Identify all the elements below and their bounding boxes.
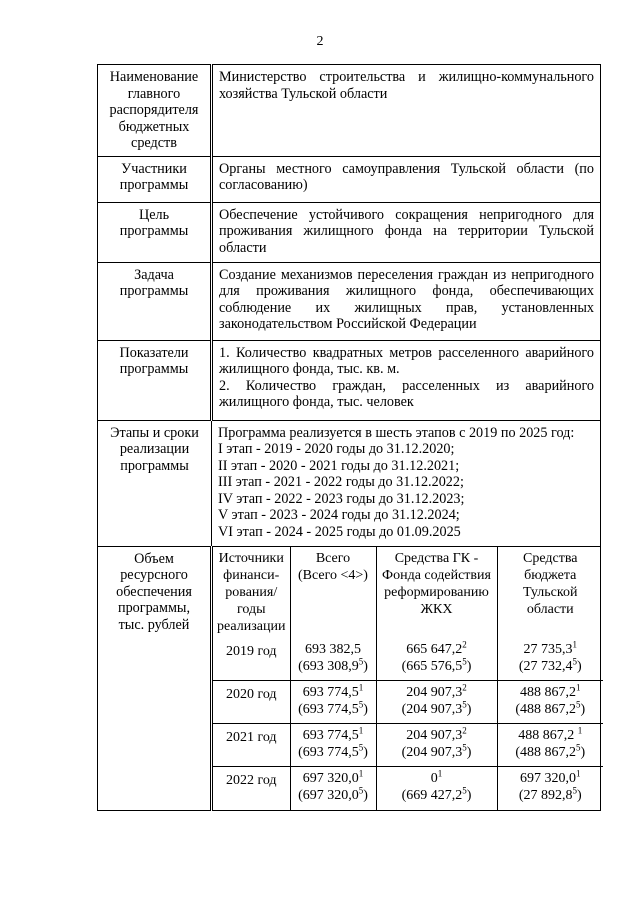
page-number: 2 [316,34,324,49]
label-line: Наименование [109,69,199,85]
row-budget-administrator [98,65,601,157]
header-line: Тульской [523,584,578,600]
funding-value-alt-text: (669 427,2 [401,788,463,803]
header-line: рования/ [225,584,278,600]
stage-line: IV этап - 2022 - 2023 годы до 31.12.2023; [218,490,465,507]
label-line: тыс. рублей [118,616,190,633]
funding-value-text: 697 320,0 [302,771,359,786]
value-indicators [212,340,601,420]
header-line: Фонда содействия [382,567,491,583]
footnote-mark: 5 [462,742,467,753]
funding-value [500,770,602,787]
funding-value-text: 693 774,5 [302,685,359,700]
funding-year: 2020 год [213,681,290,724]
header-region-budget [497,547,603,638]
funding-value-alt-text: (693 308,9 [298,658,359,674]
funding-fund-cell [376,724,497,767]
footnote-mark: 1 [576,682,581,693]
funding-value-text: 693 382,5 [305,641,361,657]
indicator-item: 2. Количество граждан, расселенных из аварийного жилищного фонда, тыс. человек [219,377,594,410]
funding-fund-cell [376,681,497,724]
footnote-mark: 5 [358,742,364,753]
stage-line: VI этап - 2024 - 2025 годы до 01.09.2025 [218,523,461,540]
funding-value-text: 697 320,0 [520,771,576,786]
funding-value-alt-text: (697 320,0 [298,788,359,803]
footnote-mark: 5 [572,785,577,796]
footnote-mark: 1 [576,768,581,779]
funding-value-text: 204 907,3 [406,685,463,700]
value-goal: Обеспечение устойчивого сокращения непригодного для проживания жилищного фонда на территории Тульской области [212,202,601,262]
stage-line: Программа реализуется в шесть этапов с 2019 по 2025 год: [218,424,575,441]
closing-paren: ) [466,788,472,803]
funding-value-alt-text: (27 732,4 [518,658,573,674]
footnote-mark: 5 [576,699,581,710]
funding-value-alt [379,655,495,675]
funding-value-alt [379,701,495,718]
header-line: Средства [523,550,578,566]
funding-value [500,727,602,744]
funding-fund-cell [376,767,497,810]
row-funding [98,546,601,810]
footnote-mark: 2 [462,725,467,736]
funding-table [213,547,603,810]
funding-value [379,638,495,658]
funding-value-text: 488 867,2 [518,728,578,743]
funding-value-text: 488 867,2 [520,685,576,700]
footnote-mark: 1 [358,682,364,693]
footnote-mark: 1 [358,725,364,736]
funding-value-alt [293,787,374,804]
label-line: ресурсного [120,567,188,583]
footnote-mark: 5 [572,655,577,666]
header-line: ЖКХ [420,601,453,617]
funding-value-alt [500,787,602,804]
label-line: Задача [134,266,174,283]
closing-paren: ) [363,702,368,717]
funding-total-cell [290,681,376,724]
label-line: реализации [119,441,190,457]
closing-paren: ) [466,745,472,760]
funding-value-alt [293,655,374,675]
funding-value-alt [500,744,602,761]
value-participants: Органы местного самоуправления Тульской области (по согласованию) [212,156,601,202]
funding-value-alt [293,701,374,718]
funding-value-alt [379,787,495,804]
footnote-mark: 1 [577,725,583,736]
funding-value-alt-text: (204 907,3 [401,702,463,717]
label-line: бюджетных [118,118,190,135]
footnote-mark: 5 [462,655,467,666]
funding-total-cell [290,767,376,810]
label-line: Показатели [119,344,189,361]
header-line: области [526,601,574,617]
header-line: финанси- [223,567,280,583]
row-stages [98,420,601,546]
funding-region-cell [497,767,603,810]
funding-value [379,684,495,701]
funding-value [379,770,495,787]
funding-value-alt-text: (693 774,5 [298,702,359,717]
stage-line: II этап - 2020 - 2021 годы до 31.12.2021; [218,457,460,474]
header-line: Средства ГК - [394,550,479,566]
footnote-mark: 5 [358,785,364,796]
row-participants [98,156,601,202]
footnote-mark: 1 [358,768,364,779]
funding-value-text: 204 907,3 [406,728,463,743]
label-line: распорядителя [109,102,199,118]
funding-value [500,638,602,658]
closing-paren: ) [580,702,586,717]
funding-value [379,727,495,744]
stage-line: V этап - 2023 - 2024 годы до 31.12.2024; [218,507,460,523]
funding-table-cell [212,546,601,810]
label-line: обеспечения [116,583,192,600]
closing-paren: ) [363,788,368,803]
label-indicators [98,340,212,420]
closing-paren: ) [466,702,472,717]
header-line: годы [236,601,266,617]
footnote-mark: 2 [462,682,467,693]
funding-region-cell [497,638,603,681]
row-task [98,262,601,340]
header-line: реализации [217,618,286,634]
value-stages [212,420,601,546]
funding-value-alt [500,655,602,675]
funding-year-row [213,724,603,767]
footnote-mark: 2 [462,638,467,649]
funding-value-alt-text: (488 867,2 [515,745,576,760]
funding-value-alt-text: (204 907,3 [401,745,463,760]
header-sources [213,547,290,638]
funding-value-alt-text: (665 576,5 [401,658,463,674]
label-line: программы [119,361,189,377]
label-budget-administrator [98,65,212,157]
funding-year-row [213,638,603,681]
funding-year: 2022 год [213,767,290,810]
stage-line: I этап - 2019 - 2020 годы до 31.12.2020; [218,441,455,457]
funding-value [500,684,602,701]
funding-value-alt-text: (27 892,8 [518,788,573,803]
label-line: главного [127,85,181,102]
funding-value-text: 665 647,2 [406,641,463,657]
funding-total-cell [290,638,376,681]
header-line: (Всего <4>) [298,567,368,583]
label-line: Цель [138,206,170,223]
header-total [290,547,376,638]
header-line: реформированию [384,584,489,600]
footnote-mark: 5 [462,699,467,710]
label-goal [98,202,212,262]
label-stages [98,420,212,546]
header-fund [376,547,497,638]
funding-total-cell [290,724,376,767]
funding-value-text: 0 [430,771,438,786]
funding-fund-cell [376,638,497,681]
label-line: средств [131,135,177,151]
footnote-mark: 5 [358,655,364,666]
footnote-mark: 1 [572,638,577,649]
funding-region-cell [497,724,603,767]
funding-year: 2021 год [213,724,290,767]
footnote-mark: 1 [437,768,443,779]
row-indicators [98,340,601,420]
footnote-mark: 5 [462,785,467,796]
funding-year: 2019 год [213,638,290,681]
label-funding [98,546,212,810]
funding-value-alt [500,701,602,718]
header-line: Всего [315,550,351,566]
label-line: Участники [121,160,187,177]
footnote-mark: 5 [358,699,364,710]
label-task [98,262,212,340]
closing-paren: ) [580,745,586,760]
closing-paren: ) [363,745,368,760]
indicator-item: 1. Количество квадратных метров расселенного аварийного жилищного фонда, тыс. кв. м. [219,344,594,377]
closing-paren: ) [577,788,582,803]
closing-paren: ) [466,658,472,674]
closing-paren: ) [577,658,582,674]
label-line: программы [119,177,189,193]
funding-region-cell [497,681,603,724]
funding-value-text: 693 774,5 [302,728,359,743]
label-participants [98,156,212,202]
closing-paren: ) [363,658,368,674]
label-line: программы [119,223,189,239]
value-budget-administrator: Министерство строительства и жилищно-коммунального хозяйства Тульской области [212,65,601,157]
funding-year-row [213,681,603,724]
value-task: Создание механизмов переселения граждан из непригодного для проживания жилищного фонда, обеспечивающих соблюдение их жилищных прав, установленных законодательством Российской Федерации [212,262,601,340]
funding-header-row [213,547,603,638]
funding-value-alt [293,744,374,761]
header-line: бюджета [524,567,577,583]
label-line: программы, [117,600,191,616]
label-line: Объем [134,550,174,567]
label-line: Этапы и сроки [110,424,199,441]
funding-value-alt-text: (488 867,2 [515,702,576,717]
program-passport-table [97,64,601,811]
funding-value-text: 27 735,3 [523,641,573,657]
funding-year-row [213,767,603,810]
stage-line: III этап - 2021 - 2022 годы до 31.12.2022; [218,474,464,490]
funding-value-alt-text: (693 774,5 [298,745,359,760]
header-line: Источники [218,550,284,566]
funding-value-alt [379,744,495,761]
footnote-mark: 5 [576,742,581,753]
label-line: программы [119,283,189,299]
row-goal [98,202,601,262]
label-line: программы [120,457,189,474]
